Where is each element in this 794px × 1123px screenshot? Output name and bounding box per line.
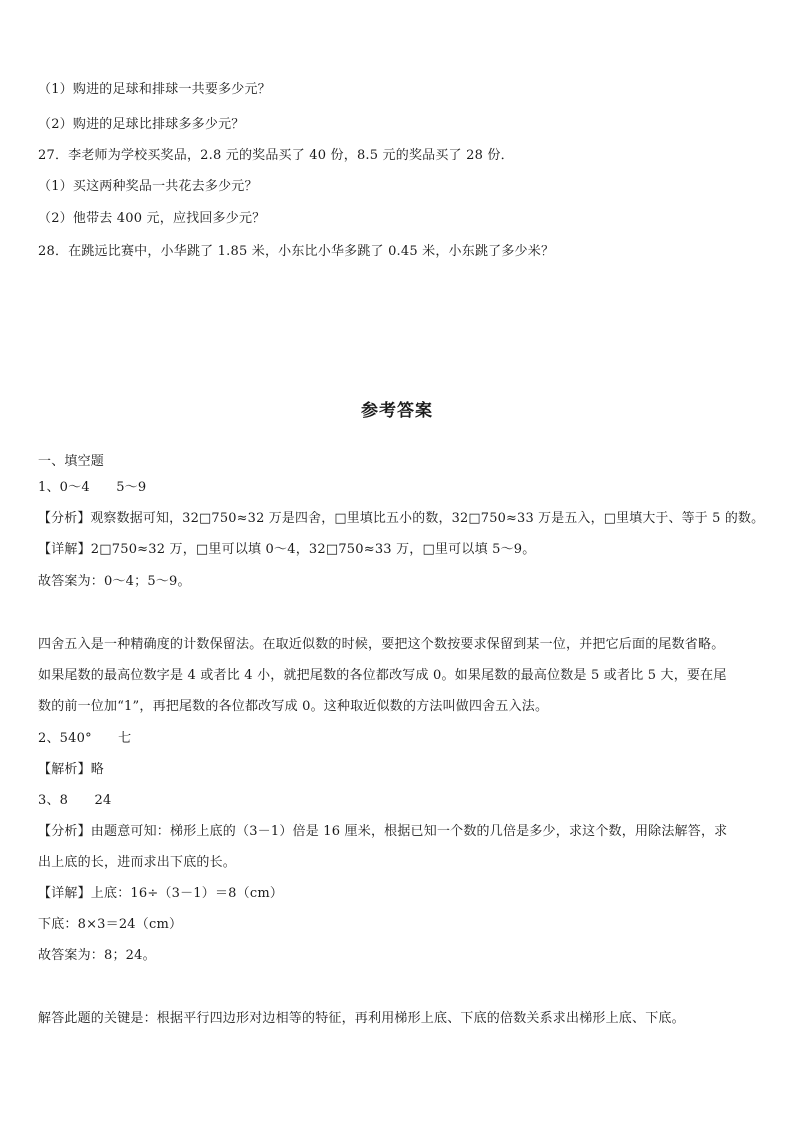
answer-1-analysis: 【分析】观察数据可知，32□750≈32 万是四舍，□里填比五小的数，32□750≈33 万是五入，□里填大于、等于 5 的数。 (38, 511, 765, 526)
answer-1-detail: 【详解】2□750≈32 万，□里可以填 0～4，32□750≈33 万，□里可以填 5～9。 (38, 542, 536, 557)
answer-3-note: 解答此题的关键是：根据平行四边形对边相等的特征，再利用梯形上底、下底的倍数关系求出梯形上底、下底。 (38, 1011, 685, 1026)
answer-3-detail-2: 下底：8×3＝24（cm） (38, 917, 183, 932)
answers-title: 参考答案 (361, 401, 433, 421)
question-28: 28．在跳远比赛中，小华跳了 1.85 米，小东比小华多跳了 0.45 米，小东跳了多少米？ (38, 244, 555, 259)
answer-1-head: 1、0～4 5～9 (38, 480, 147, 495)
question-26-part-1: （1）购进的足球和排球一共要多少元？ (38, 82, 271, 97)
answer-3-answer: 故答案为：8；24。 (38, 948, 156, 963)
answer-1-answer: 故答案为：0～4；5～9。 (38, 574, 191, 589)
answer-2-analysis: 【解析】略 (38, 762, 105, 777)
answer-1-note-line-3: 数的前一位加“1”，再把尾数的各位都改写成 0。这种取近似数的方法叫做四舍五入法。 (38, 699, 549, 714)
question-27-part-2: （2）他带去 400 元，应找回多少元？ (38, 211, 266, 226)
answer-3-detail: 【详解】上底：16÷（3－1）＝8（cm） (38, 886, 284, 901)
question-27-part-1: （1）买这两种奖品一共花去多少元？ (38, 179, 258, 194)
answer-3-analysis-line-2: 出上底的长，进而求出下底的长。 (38, 855, 237, 870)
section-heading: 一、填空题 (38, 454, 105, 469)
question-26-part-2: （2）购进的足球比排球多多少元？ (38, 117, 245, 132)
answer-3-head: 3、8 24 (38, 793, 112, 808)
answer-3-analysis-line-1: 【分析】由题意可知：梯形上底的（3－1）倍是 16 厘米，根据已知一个数的几倍是多少，求这个数，用除法解答，求 (38, 824, 728, 839)
answer-2-head: 2、540° 七 (38, 731, 132, 746)
answer-1-note-line-1: 四舍五入是一种精确度的计数保留法。在取近似数的时候，要把这个数按要求保留到某一位，并把它后面的尾数省略。 (38, 637, 725, 652)
question-27: 27．李老师为学校买奖品，2.8 元的奖品买了 40 份，8.5 元的奖品买了 28 份． (38, 148, 514, 163)
answer-1-note-line-2: 如果尾数的最高位数字是 4 或者比 4 小，就把尾数的各位都改写成 0。如果尾数的最高位数是 5 或者比 5 大，要在尾 (38, 668, 727, 683)
